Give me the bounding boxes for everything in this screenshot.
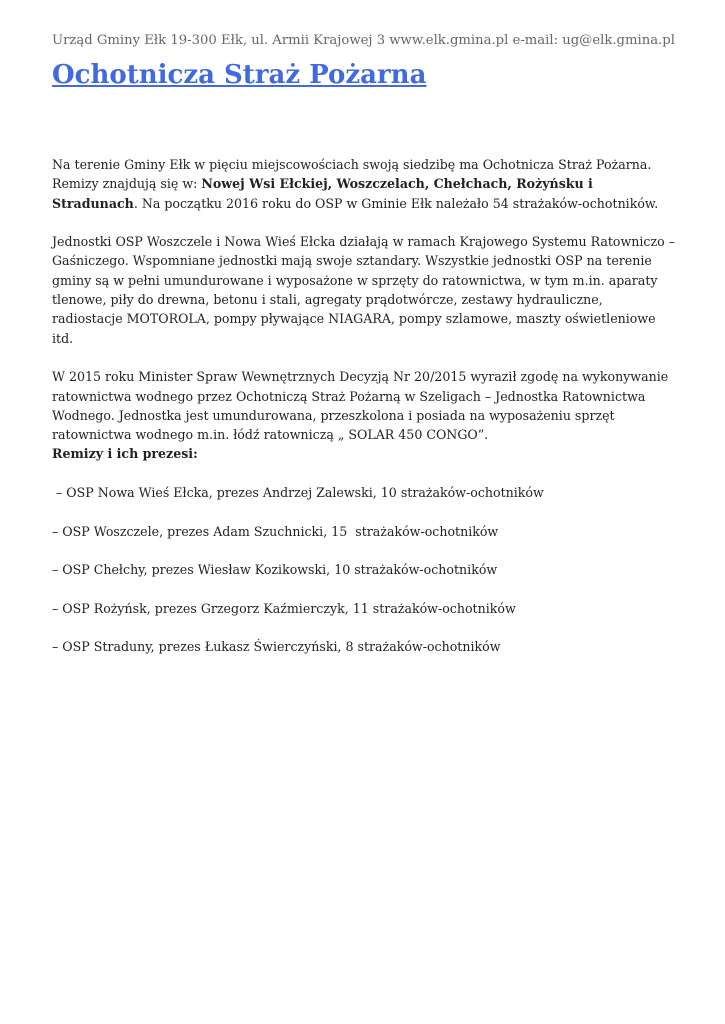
list-heading — [52, 444, 677, 463]
list-item: – OSP Nowa Wieś Ełcka, prezes Andrzej Zalewski, 10 strażaków-ochotników — [52, 485, 544, 501]
paragraph-intro-bold-locations: Nowej Wsi Ełckiej, Woszczelach, Chełchach, Rożyńsku i Stradunach — [52, 176, 593, 211]
paragraph-intro — [52, 155, 677, 213]
page-title-link[interactable]: Ochotnicza Straż Pożarna — [52, 60, 427, 90]
paragraph-water-rescue: W 2015 roku Minister Spraw Wewnętrznych Decyzją Nr 20/2015 wyraził zgodę na wykonywanie ratownictwa wodnego przez Ochotniczą Straż Pożarną w Szeligach – Jednostka Ratownictwa Wodnego. Jednostka jest umundurowana, przeszkolona i posiada na wyposażeniu sprzęt ratownictwa wodnego m.in. łódź ratowniczą „ SOLAR 450 CONGO”. — [52, 369, 669, 443]
article-content — [52, 155, 677, 657]
list-item: – OSP Straduny, prezes Łukasz Świerczyński, 8 strażaków-ochotników — [52, 639, 501, 655]
list-item: – OSP Woszczele, prezes Adam Szuchnicki, 15 strażaków-ochotników — [52, 523, 499, 539]
list-item: – OSP Rożyńsk, prezes Grzegorz Kaźmierczyk, 11 strażaków-ochotników — [52, 600, 516, 616]
document-page — [52, 30, 677, 676]
list-item: – OSP Chełchy, prezes Wiesław Kozikowski, 10 strażaków-ochotników — [52, 562, 498, 578]
header-contact-line: Urząd Gminy Ełk 19-300 Ełk, ul. Armii Krajowej 3 www.elk.gmina.pl e-mail: ug@elk.gmina.pl — [52, 33, 675, 48]
list-heading-text: Remizy i ich prezesi: — [52, 446, 198, 462]
page-title[interactable] — [52, 56, 677, 94]
paragraph-intro-text: Na terenie Gminy Ełk w pięciu miejscowościach swoją siedzibę ma Ochotnicza Straż Pożarna. Remizy znajdują się w: — [52, 157, 652, 192]
paragraph-intro-text-end: . Na początku 2016 roku do OSP w Gminie Ełk należało 54 strażaków-ochotników. — [133, 195, 659, 211]
paragraph-units: Jednostki OSP Woszczele i Nowa Wieś Ełcka działają w ramach Krajowego Systemu Ratowniczo – Gaśniczego. Wspomniane jednostki mają swoje sztandary. Wszystkie jednostki OSP na terenie gminy są w pełni umundurowane i wyposażone w sprzęty do ratownictwa, w tym m.in. aparaty tlenowe, piły do drewna, betonu i stali, agregaty prądotwórcze, zestawy hydrauliczne, radiostacje MOTOROLA, pompy pływające NIAGARA, pompy szlamowe, maszty oświetleniowe itd. — [52, 234, 675, 346]
